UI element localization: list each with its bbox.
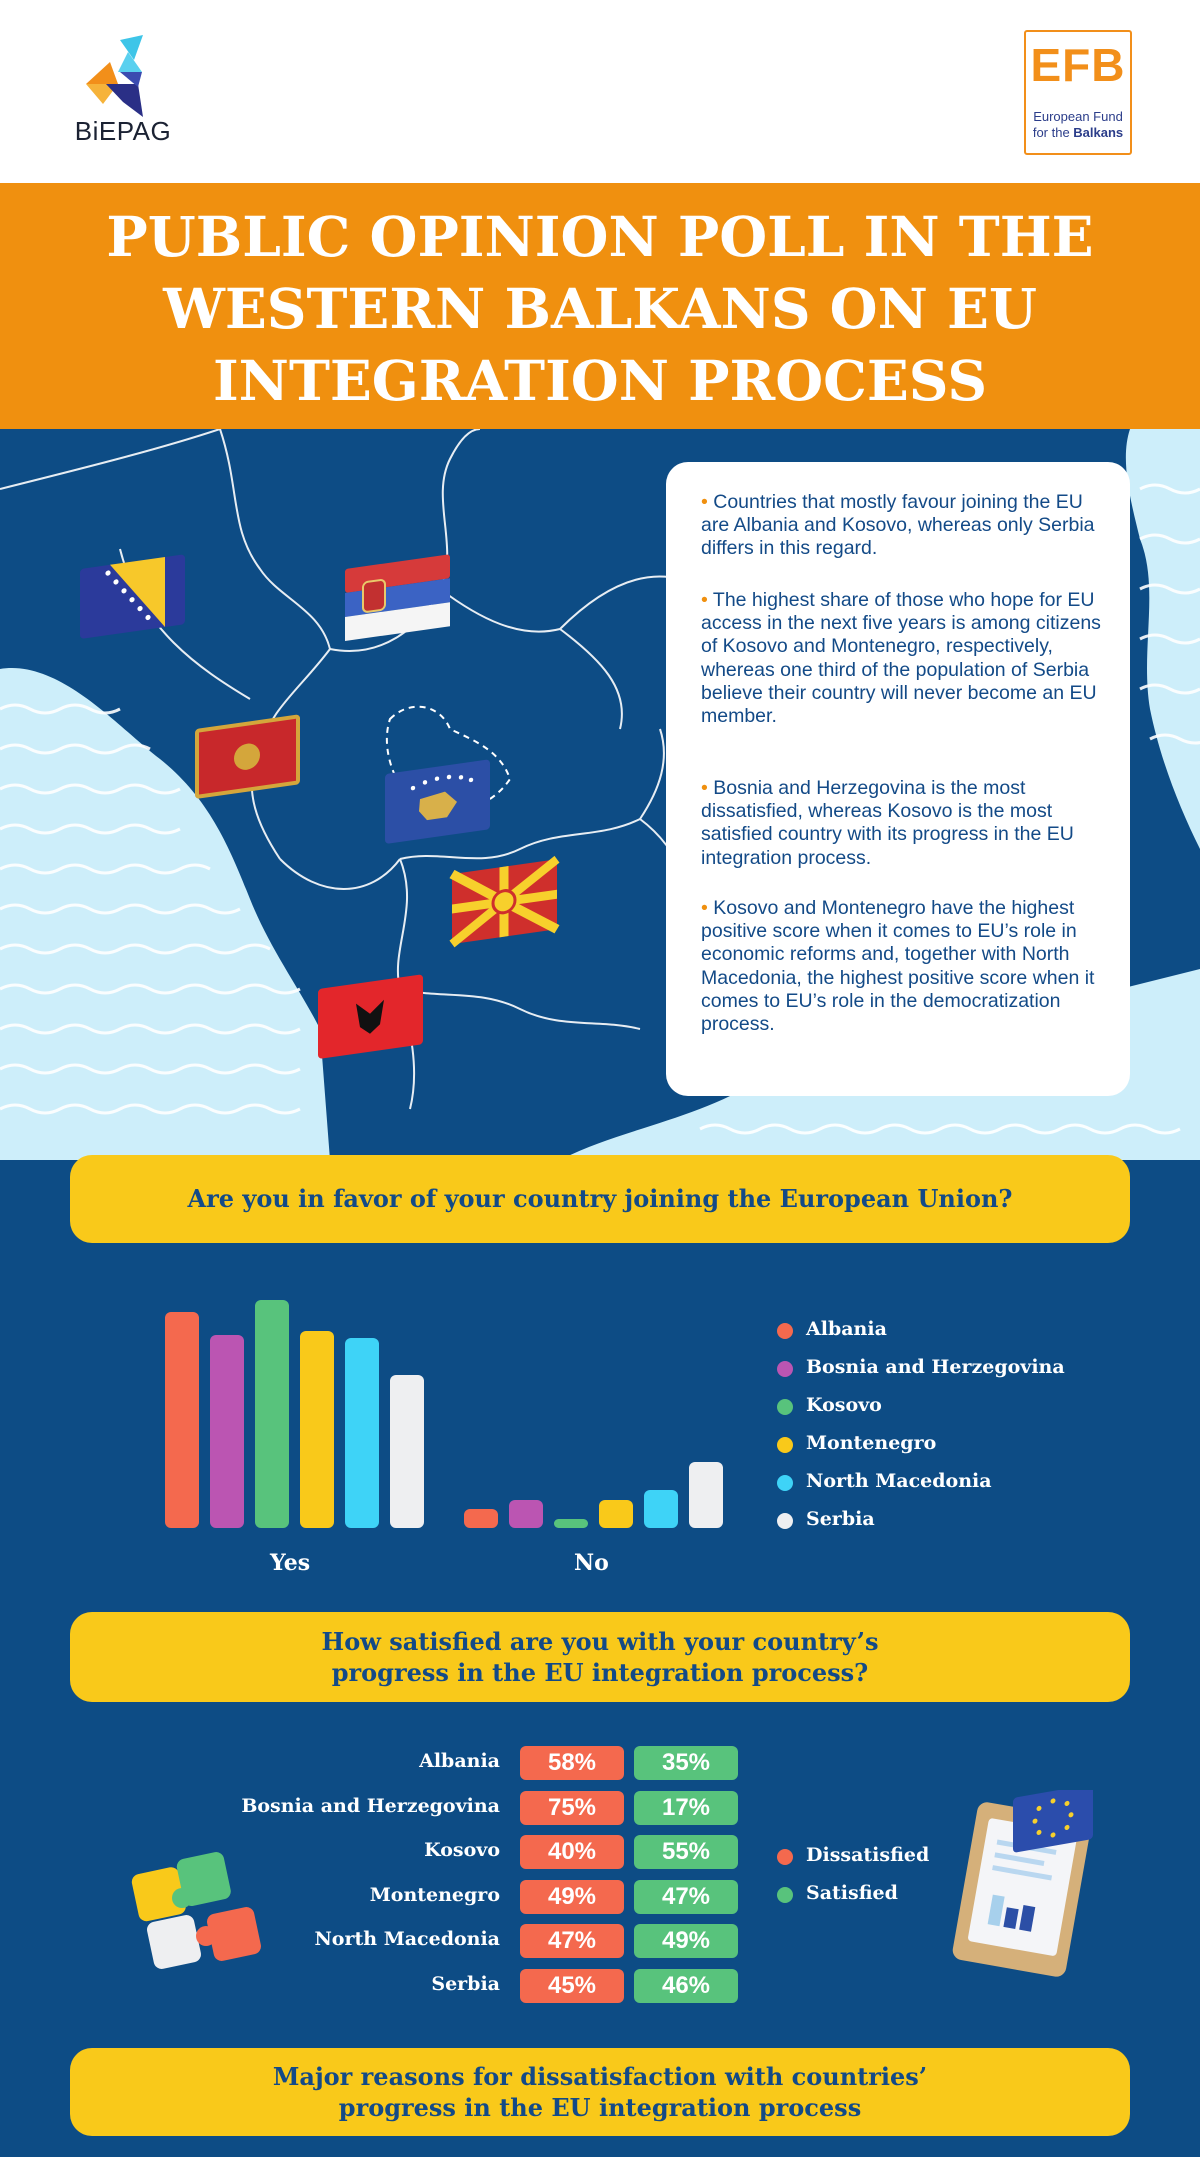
bosnia-flag-icon bbox=[80, 554, 185, 639]
legend-satisfied-swatch bbox=[777, 1887, 793, 1903]
satisfied-value: 17% bbox=[634, 1791, 738, 1825]
efb-logo-line1: European Fund bbox=[1033, 109, 1123, 124]
bar-yes-bosnia-and-herzegovina bbox=[210, 1335, 244, 1528]
dissatisfied-value: 75% bbox=[520, 1791, 624, 1825]
efb-logo bbox=[1024, 30, 1132, 155]
efb-logo-mark: EFB bbox=[1030, 39, 1126, 91]
biepag-logo-text: BiEPAG bbox=[74, 116, 172, 146]
albania-flag-icon bbox=[318, 974, 423, 1059]
bar-no-north-macedonia bbox=[644, 1490, 678, 1528]
satisfied-value: 49% bbox=[634, 1924, 738, 1958]
question-1-banner bbox=[70, 1155, 1130, 1243]
legend-label-north-macedonia: North Macedonia bbox=[806, 1470, 992, 1492]
bullet-icon: • bbox=[701, 897, 708, 919]
bar-no-montenegro bbox=[599, 1500, 633, 1528]
question-2-line1: How satisfied are you with your country’s bbox=[321, 1627, 879, 1656]
row-label-serbia: Serbia bbox=[431, 1973, 500, 1995]
serbia-flag-icon bbox=[345, 554, 450, 641]
finding-3-text: Bosnia and Herzegovina is the most dissatisfied, whereas Kosovo is the most satisfied country with its progress in the EU integration process. bbox=[701, 777, 1074, 869]
finding-2-text: The highest share of those who hope for EU access in the next five years is among citizens of Kosovo and Montenegro, respectively, whereas one third of the population of Serbia believe their country will never become an EU member. bbox=[701, 589, 1101, 728]
kosovo-flag-icon bbox=[385, 759, 490, 844]
section-3-title-line2: progress in the EU integration process bbox=[338, 2093, 862, 2122]
page-title-line3: INTEGRATION PROCESS bbox=[212, 348, 988, 413]
section-3-title bbox=[70, 2061, 1130, 2123]
finding-1-text: Countries that mostly favour joining the EU are Albania and Kosovo, whereas only Serbia differs in this regard. bbox=[701, 491, 1095, 560]
legend-swatch-bosnia-and-herzegovina bbox=[777, 1361, 793, 1377]
bar-yes-kosovo bbox=[255, 1300, 289, 1528]
finding-4-text: Kosovo and Montenegro have the highest positive score when it comes to EU’s role in economic reforms and, together with North Macedonia, the highest positive score when it comes to EU’s role in the democratization process. bbox=[701, 897, 1095, 1036]
efb-logo-line2-prefix: for the bbox=[1032, 125, 1074, 140]
legend-dissatisfied-label: Dissatisfied bbox=[806, 1844, 930, 1866]
question-2-line2: progress in the EU integration process? bbox=[331, 1658, 869, 1687]
question-2-text bbox=[70, 1626, 1130, 1688]
legend-satisfied-label: Satisfied bbox=[806, 1882, 898, 1904]
key-findings-box bbox=[666, 462, 1130, 1096]
finding-2 bbox=[701, 589, 1101, 728]
satisfied-value: 55% bbox=[634, 1835, 738, 1869]
finding-4 bbox=[701, 897, 1101, 1036]
legend-label-bosnia-and-herzegovina: Bosnia and Herzegovina bbox=[806, 1356, 1065, 1378]
legend-swatch-albania bbox=[777, 1323, 793, 1339]
dissatisfied-value: 58% bbox=[520, 1746, 624, 1780]
dissatisfied-value: 49% bbox=[520, 1880, 624, 1914]
title-banner bbox=[0, 183, 1200, 429]
row-label-bosnia-and-herzegovina: Bosnia and Herzegovina bbox=[241, 1794, 500, 1817]
bar-no-serbia bbox=[689, 1462, 723, 1528]
legend-label-serbia: Serbia bbox=[806, 1508, 875, 1530]
satisfied-value: 47% bbox=[634, 1880, 738, 1914]
bar-yes-albania bbox=[165, 1312, 199, 1528]
satisfied-value: 46% bbox=[634, 1969, 738, 2003]
bullet-icon: • bbox=[701, 589, 708, 611]
efb-logo-line2 bbox=[1026, 125, 1130, 140]
page-title-line2: WESTERN BALKANS ON EU bbox=[163, 276, 1037, 341]
finding-1 bbox=[701, 491, 1101, 561]
question-1-text: Are you in favor of your country joining the European Union? bbox=[187, 1184, 1013, 1213]
dissatisfied-value: 45% bbox=[520, 1969, 624, 2003]
page-title-line1: PUBLIC OPINION POLL IN THE bbox=[106, 204, 1094, 269]
legend-swatch-serbia bbox=[777, 1513, 793, 1529]
puzzle-icon bbox=[120, 1840, 290, 1980]
legend-swatch-montenegro bbox=[777, 1437, 793, 1453]
montenegro-flag-icon bbox=[195, 714, 300, 799]
north-macedonia-flag-icon bbox=[452, 859, 557, 944]
legend-dissatisfied-swatch bbox=[777, 1849, 793, 1865]
bar-yes-north-macedonia bbox=[345, 1338, 379, 1528]
dissatisfied-value: 40% bbox=[520, 1835, 624, 1869]
efb-logo-line2-bold: Balkans bbox=[1073, 125, 1124, 140]
section-3-title-line1: Major reasons for dissatisfaction with countries’ bbox=[272, 2062, 928, 2091]
satisfied-value: 35% bbox=[634, 1746, 738, 1780]
row-label-albania: Albania bbox=[419, 1750, 500, 1772]
bar-yes-serbia bbox=[390, 1375, 424, 1528]
legend-swatch-kosovo bbox=[777, 1399, 793, 1415]
row-label-kosovo: Kosovo bbox=[424, 1839, 500, 1862]
legend-label-albania: Albania bbox=[806, 1318, 887, 1340]
legend-swatch-north-macedonia bbox=[777, 1475, 793, 1491]
legend-label-kosovo: Kosovo bbox=[806, 1394, 882, 1416]
bar-yes-montenegro bbox=[300, 1331, 334, 1528]
bar-no-albania bbox=[464, 1509, 498, 1528]
legend-label-montenegro: Montenegro bbox=[806, 1432, 937, 1454]
finding-3 bbox=[701, 777, 1101, 870]
dissatisfied-value: 47% bbox=[520, 1924, 624, 1958]
header bbox=[0, 0, 1200, 183]
bullet-icon: • bbox=[701, 777, 708, 799]
x-tick-yes: Yes bbox=[270, 1550, 311, 1576]
bar-no-bosnia-and-herzegovina bbox=[509, 1500, 543, 1528]
clipboard-report-icon bbox=[945, 1790, 1105, 1980]
row-label-montenegro: Montenegro bbox=[369, 1883, 500, 1906]
bar-no-kosovo bbox=[554, 1519, 588, 1528]
x-tick-no: No bbox=[574, 1550, 609, 1576]
question-2-banner bbox=[70, 1612, 1130, 1702]
row-label-north-macedonia: North Macedonia bbox=[314, 1928, 500, 1951]
section-3-banner bbox=[70, 2048, 1130, 2136]
bullet-icon: • bbox=[701, 491, 708, 513]
page-title bbox=[80, 201, 1120, 417]
